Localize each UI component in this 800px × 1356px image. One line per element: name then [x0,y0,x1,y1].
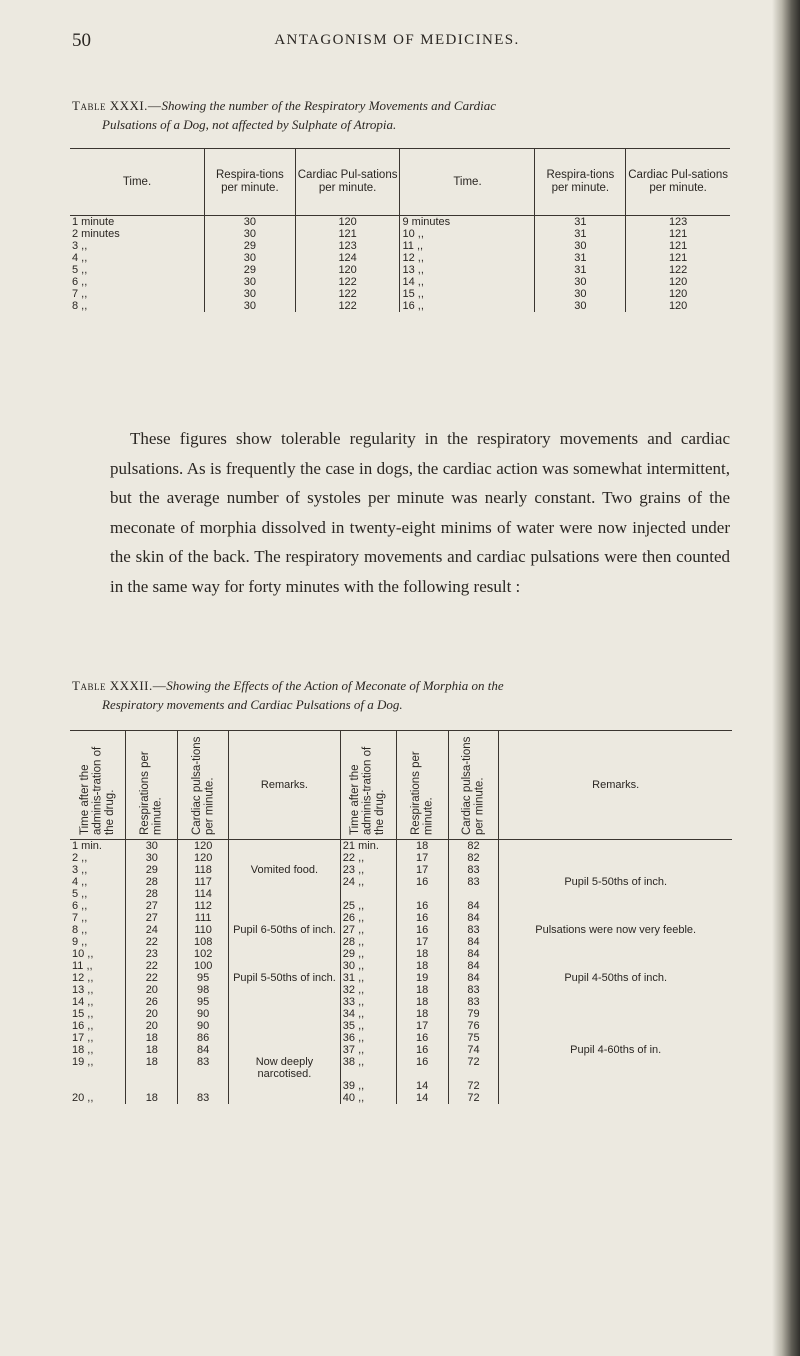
table31-row [70,276,730,288]
table32-cell: 31 ,, [340,972,396,984]
table32-row [70,900,732,912]
table31-cell: 120 [295,216,400,229]
table32-cell: 95 [178,996,229,1008]
table32-header-4 [340,731,396,840]
table31-cell: 121 [626,252,730,264]
table32-cell: 37 ,, [340,1044,396,1056]
table32-row [70,864,732,876]
table32-cell: 110 [178,924,229,936]
table32-row [70,876,732,888]
table32-row [70,1032,732,1044]
table31-cell: 30 [205,300,296,312]
table32-cell: 23 ,, [340,864,396,876]
table31-cell: 10 ,, [400,228,535,240]
table32-caption [72,676,732,714]
table31-cell: 3 ,, [72,240,88,252]
table32-cell: 90 [178,1008,229,1020]
table32-cell: 118 [178,864,229,876]
table32-cell: 40 ,, [340,1092,396,1104]
table32-row [70,972,732,984]
table32-cell [229,936,341,948]
table32-cell: 18 [126,1044,178,1056]
table32-header-text: Time after the adminis-tration of the drug. [78,746,116,835]
table32-cell: 28 ,, [340,936,396,948]
table32-cell: 15 ,, [72,1008,94,1020]
table32-cell: 30 ,, [340,960,396,972]
table32-cell: 22 [126,960,178,972]
table31 [70,148,730,312]
table32-cell: 29 ,, [340,948,396,960]
table32-row [70,1080,732,1092]
table31-cell: 124 [295,252,400,264]
table31-cell: 123 [626,216,730,229]
table32-cell: 18 [396,840,448,853]
table31-header-1: Respira-tions per minute. [205,149,296,216]
table32-cell [126,1080,178,1092]
table32-cell [229,888,341,900]
table32-cell: 34 ,, [340,1008,396,1020]
table32-header-text: Cardiac pulsa-tions per minute. [460,736,486,835]
table32-cell: 18 [126,1056,178,1080]
table31-cell: 30 [205,276,296,288]
table31-cell: 30 [535,300,626,312]
table32-cell [499,888,732,900]
table32-cell [396,888,448,900]
table32-header-0 [70,731,126,840]
table32-row [70,936,732,948]
table32-cell: 72 [448,1056,499,1080]
table32-cell [499,864,732,876]
table32-row [70,1008,732,1020]
table32-cell [178,1080,229,1092]
table32-cell: 24 [126,924,178,936]
table31-cell: 123 [295,240,400,252]
table32-cell: 76 [448,1020,499,1032]
table32-cell: 29 [126,864,178,876]
table32-cell: 83 [448,924,499,936]
table31-cell: 5 ,, [72,264,88,276]
table32-row [70,1056,732,1080]
table32-cell: 17 [396,864,448,876]
table32-row [70,840,732,853]
table32-cell [229,948,341,960]
table31-cell: 31 [535,216,626,229]
table32-cell: 18 [396,996,448,1008]
table32-cell: 11 ,, [72,960,93,972]
table32-cell: 2 ,, [72,852,88,864]
table32-cell: 16 [396,1032,448,1044]
table32-cell [499,1056,732,1080]
table32-header-1 [126,731,178,840]
table32-cell: 16 [396,900,448,912]
body-paragraph [110,424,730,602]
table32-cell: 83 [178,1056,229,1080]
table32-cell: 111 [178,912,229,924]
table32-cell: 17 ,, [72,1032,94,1044]
table32-cell: 23 [126,948,178,960]
table32-row [70,984,732,996]
page-edge-shadow [772,0,800,1356]
table32-cell [499,852,732,864]
table31-cell: 12 ,, [400,252,535,264]
table32-cell: 84 [448,912,499,924]
table32-cell: 33 ,, [340,996,396,1008]
table32-header-text: Respirations per minute. [139,751,164,835]
table32-cell: 100 [178,960,229,972]
table31-header-5: Cardiac Pul-sations per minute. [626,149,730,216]
table32-cell [229,1092,341,1104]
table31-header-2: Cardiac Pul-sations per minute. [295,149,400,216]
table31-description-line2: Pulsations of a Dog, not affected by Sulphate of Atropia. [102,117,397,132]
table32-cell [229,1020,341,1032]
table32-cell [229,1080,341,1092]
table32-cell [499,1032,732,1044]
table32-cell: Pulsations were now very feeble. [499,924,732,936]
table32-header-6 [448,731,499,840]
table32-cell: 27 ,, [340,924,396,936]
table32-cell [229,996,341,1008]
table32-cell: 4 ,, [72,876,88,888]
table32-description-line2: Respiratory movements and Cardiac Pulsations of a Dog. [102,697,403,712]
table32-cell [229,840,341,853]
table32-cell: 120 [178,840,229,853]
table32-cell: 19 ,, [72,1056,94,1068]
table32-cell [229,876,341,888]
table32 [70,730,732,1104]
table32-cell [499,912,732,924]
table32-cell: 17 [396,1020,448,1032]
table32-cell: 108 [178,936,229,948]
table32-cell [499,960,732,972]
table32-cell [229,852,341,864]
table32-row [70,1044,732,1056]
table32-cell [499,948,732,960]
table32-row [70,888,732,900]
table32-cell: 3 ,, [72,864,88,876]
table31-cell: 30 [205,288,296,300]
table32-cell [229,984,341,996]
table31-cell: 121 [626,228,730,240]
table32-cell: 16 ,, [72,1020,94,1032]
table32-cell [499,996,732,1008]
table32-cell: 112 [178,900,229,912]
table31-cell: 8 ,, [72,300,88,312]
table31-row [70,216,730,229]
table31-caption [72,96,732,134]
table32-cell: 84 [178,1044,229,1056]
table32-cell: 98 [178,984,229,996]
table31-cell: 120 [626,300,730,312]
table32-cell: 14 ,, [72,996,94,1008]
table32-cell: 75 [448,1032,499,1044]
table31-cell: 31 [535,264,626,276]
table32-cell: 38 ,, [340,1056,396,1080]
table31-cell: 30 [205,252,296,264]
table32-cell: 20 [126,984,178,996]
table32-cell: 10 ,, [72,948,94,960]
table32-cell: 32 ,, [340,984,396,996]
table31-cell: 29 [205,264,296,276]
table32-row [70,996,732,1008]
table32-cell: 7 ,, [72,912,88,924]
table31-cell: 7 ,, [72,288,88,300]
table32-cell: 27 [126,912,178,924]
table32-cell: 74 [448,1044,499,1056]
table31-header-4: Respira-tions per minute. [535,149,626,216]
table31-cell: 121 [295,228,400,240]
table31-cell: 30 [205,228,296,240]
table32-cell: 16 [396,1056,448,1080]
table32-cell: 28 [126,876,178,888]
table32-header-3: Remarks. [229,731,341,840]
table32-label: Table XXXII.— [72,678,167,693]
table32-cell: 26 [126,996,178,1008]
table32-cell: Now deeply narcotised. [229,1056,341,1080]
table31-header-3: Time. [400,149,535,216]
table31-cell: 31 [535,228,626,240]
table32-cell: 18 [396,1008,448,1020]
table31-cell: 30 [535,276,626,288]
table31-cell: 9 minutes [400,216,535,229]
table32-cell: 20 [126,1020,178,1032]
table31-description: Showing the number of the Respiratory Movements and Cardiac [161,98,497,113]
table32-cell: 79 [448,1008,499,1020]
table32-cell: 16 [396,924,448,936]
table32-cell: 83 [448,864,499,876]
table31-cell: 120 [295,264,400,276]
table32-cell: 22 [126,972,178,984]
page-number: 50 [72,30,91,51]
table31-row [70,288,730,300]
table32-row [70,912,732,924]
table32-row [70,960,732,972]
table32-cell: 27 [126,900,178,912]
table31-cell: 6 ,, [72,276,88,288]
table32-header-text: Cardiac pulsa-tions per minute. [190,736,216,835]
table31-cell: 15 ,, [400,288,535,300]
table32-cell: 19 [396,972,448,984]
table31-label: Table XXXI.— [72,98,162,113]
table32-cell: 84 [448,936,499,948]
table31-row [70,252,730,264]
table31-cell: 30 [205,216,296,229]
table31-cell: 16 ,, [400,300,535,312]
table32-cell [499,1092,732,1104]
table32-cell [448,888,499,900]
table32-cell: 18 ,, [72,1044,94,1056]
table32-cell: Vomited food. [229,864,341,876]
table32-cell [499,936,732,948]
table31-cell: 30 [535,288,626,300]
table31-header-0: Time. [70,149,205,216]
table32-cell [229,912,341,924]
table32-row [70,924,732,936]
table32-header-text: Time after the adminis-tration of the drug. [349,746,387,835]
table32-cell: 36 ,, [340,1032,396,1044]
table32-cell: 84 [448,972,499,984]
table32-cell: 84 [448,960,499,972]
table31-cell: 122 [295,300,400,312]
table32-cell: 120 [178,852,229,864]
table32-cell: 22 [126,936,178,948]
table31-row [70,264,730,276]
table32-cell [499,900,732,912]
running-title: ANTAGONISM OF MEDICINES. [274,32,520,48]
table32-cell: 12 ,, [72,972,94,984]
table32-header-7: Remarks. [499,731,732,840]
table32-cell [499,1008,732,1020]
table31-row [70,300,730,312]
table32-cell: 30 [126,840,178,853]
table32-cell: 72 [448,1080,499,1092]
table32-cell: 17 [396,852,448,864]
table32-cell: 72 [448,1092,499,1104]
table32-cell: 83 [448,996,499,1008]
table32-row [70,948,732,960]
table32-cell [229,960,341,972]
table32-cell: Pupil 5-50ths of inch. [229,972,341,984]
table32-cell: 18 [126,1092,178,1104]
table32-cell: 14 [396,1080,448,1092]
table31-cell: 120 [626,276,730,288]
table32-cell [229,1044,341,1056]
table31-cell: 2 minutes [72,228,120,240]
table32-cell: 102 [178,948,229,960]
table32-cell: 16 [396,912,448,924]
table32-cell: 83 [448,984,499,996]
table32-cell: 13 ,, [72,984,94,996]
table32-cell [499,1020,732,1032]
table31-cell: 121 [626,240,730,252]
table32-cell: 17 [396,936,448,948]
table32-cell: 30 [126,852,178,864]
table32-cell: 14 [396,1092,448,1104]
table32-cell [229,900,341,912]
table31-cell: 122 [295,276,400,288]
table32-header-5 [396,731,448,840]
table32-cell: 20 [126,1008,178,1020]
table32-cell: 83 [178,1092,229,1104]
table32-header-2 [178,731,229,840]
table32-cell: 25 ,, [340,900,396,912]
table32-cell: 84 [448,900,499,912]
table31-cell: 29 [205,240,296,252]
page-header [72,30,722,54]
table32-cell: Pupil 6-50ths of inch. [229,924,341,936]
table32-cell: 114 [178,888,229,900]
table32-cell: Pupil 5-50ths of inch. [499,876,732,888]
table32-row [70,1092,732,1104]
table32-description: Showing the Effects of the Action of Meconate of Morphia on the [166,678,504,693]
table32-cell: 90 [178,1020,229,1032]
table32-cell [499,840,732,853]
table31-cell: 4 ,, [72,252,88,264]
table32-cell [229,1032,341,1044]
table32-cell: 84 [448,948,499,960]
table31-cell: 31 [535,252,626,264]
table32-cell: 20 ,, [72,1092,94,1104]
table32-cell: 22 ,, [340,852,396,864]
table32-cell: 18 [396,984,448,996]
table32-cell: 83 [448,876,499,888]
table32-cell: 18 [396,948,448,960]
table31-row [70,228,730,240]
table32-cell [340,888,396,900]
table31-cell: 120 [626,288,730,300]
table32-cell: 82 [448,852,499,864]
table32-cell: 18 [396,960,448,972]
table32-cell: 95 [178,972,229,984]
table32-cell: Pupil 4-60ths of in. [499,1044,732,1056]
table31-cell: 122 [626,264,730,276]
table31-cell: 122 [295,288,400,300]
table32-cell: 82 [448,840,499,853]
table32-cell: 1 min. [72,840,102,852]
table31-cell: 14 ,, [400,276,535,288]
table32-cell: 24 ,, [340,876,396,888]
table32-cell [70,1080,126,1092]
table31-row [70,240,730,252]
table32-cell: 117 [178,876,229,888]
table31-cell: 30 [535,240,626,252]
table32-cell: 8 ,, [72,924,88,936]
table32-cell: Pupil 4-50ths of inch. [499,972,732,984]
table32-cell: 26 ,, [340,912,396,924]
table32-cell: 5 ,, [72,888,88,900]
table32-cell: 86 [178,1032,229,1044]
table32-cell: 39 ,, [340,1080,396,1092]
table31-cell: 11 ,, [400,240,535,252]
table32-cell: 6 ,, [72,900,88,912]
table32-cell [499,1080,732,1092]
paragraph-text: These figures show tolerable regularity in the respiratory movements and cardiac pulsations. As is frequently the case in dogs, the cardiac action was somewhat intermittent, but the average number of systoles per minute was nearly constant. Two grains of the meconate of morphia dissolved in twenty-eight minims of water were now injected under the skin of the back. The respiratory movements and cardiac pulsations were then counted in the same way for forty minutes with the following result : [110,429,730,596]
table32-cell: 16 [396,876,448,888]
table32-cell: 35 ,, [340,1020,396,1032]
table31-cell: 1 minute [72,216,115,228]
table32-cell [229,1008,341,1020]
table32-row [70,1020,732,1032]
table32-row [70,852,732,864]
table32-cell: 28 [126,888,178,900]
table32-cell: 9 ,, [72,936,88,948]
table32-header-text: Respirations per minute. [409,751,435,835]
table32-cell: 21 min. [340,840,396,853]
table32-cell [499,984,732,996]
table31-cell: 13 ,, [400,264,535,276]
table32-cell: 16 [396,1044,448,1056]
table32-cell: 18 [126,1032,178,1044]
